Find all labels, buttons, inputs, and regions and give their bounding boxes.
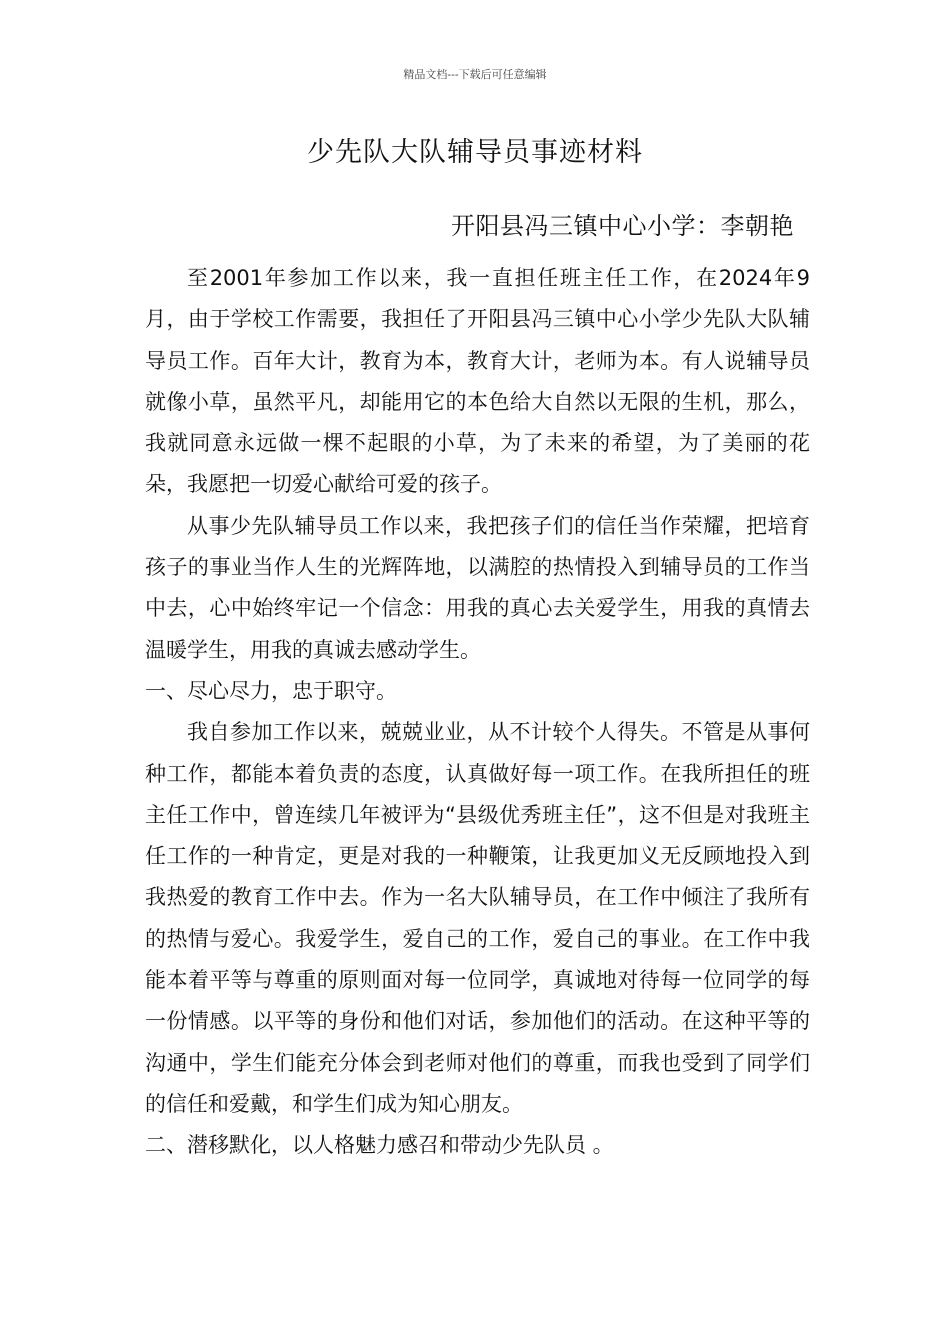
section-heading-2: 二、潜移默化，以人格魅力感召和带动少先队员 。 (145, 1133, 614, 1158)
document-body (145, 258, 810, 1167)
page-header: 精品文档---下载后可任意编辑 (403, 68, 547, 81)
paragraph-2: 从事少先队辅导员工作以来，我把孩子们的信任当作荣耀，把培育孩子的事业当作人生的光辉阵地，以满腔的热情投入到辅导员的工作当中去，心中始终牢记一个信念：用我的真心去关爱学生，用我的真情去温暖学生，用我的真诚去感动学生。 (145, 513, 810, 662)
document-title: 少先队大队辅导员事迹材料 (307, 137, 643, 168)
section-heading-1: 一、尽心尽力，忠于职守。 (145, 678, 397, 703)
paragraph-3: 我自参加工作以来，兢兢业业，从不计较个人得失。不管是从事何种工作，都能本着负责的态度，认真做好每一项工作。在我所担任的班主任工作中，曾连续几年被评为“县级优秀班主任”，这不但是对我班主任工作的一种肯定，更是对我的一种鞭策，让我更加义无反顾地投入到我热爱的教育工作中去。作为一名大队辅导员，在工作中倾注了我所有的热情与爱心。我爱学生，爱自己的工作，爱自己的事业。在工作中我能本着平等与尊重的原则面对每一位同学，真诚地对待每一位同学的每一份情感。以平等的身份和他们对话，参加他们的活动。在这种平等的沟通中，学生们能充分体会到老师对他们的尊重，而我也受到了同学们的信任和爱戴，和学生们成为知心朋友。 (145, 720, 810, 1116)
author-line: 开阳县冯三镇中心小学：李朝艳 (451, 212, 794, 240)
paragraph-1: 至2001年参加工作以来，我一直担任班主任工作，在2024年9月，由于学校工作需要，我担任了开阳县冯三镇中心小学少先队大队辅导员工作。百年大计，教育为本，教育大计，老师为本。有人说辅导员就像小草，虽然平凡，却能用它的本色给大自然以无限的生机，那么，我就同意永远做一棵不起眼的小草，为了未来的希望，为了美丽的花朵，我愿把一切爱心献给可爱的孩子。 (145, 266, 810, 497)
